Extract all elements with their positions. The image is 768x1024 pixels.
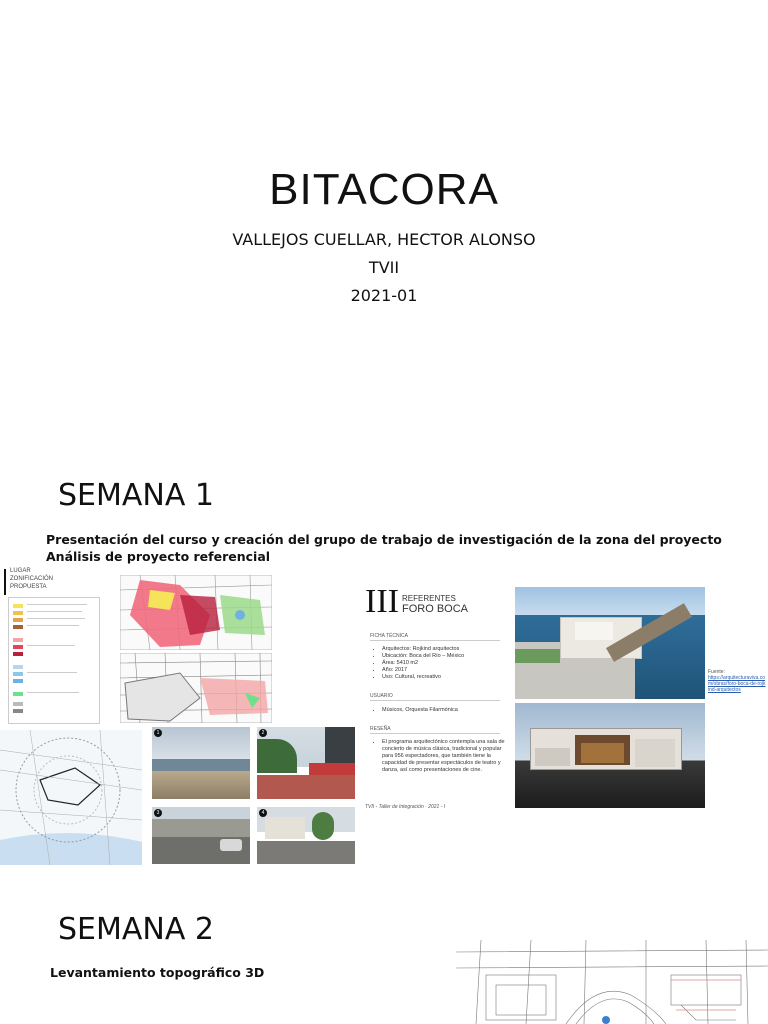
page-title: BITACORA	[269, 165, 499, 214]
ficha-item: • Uso: Cultural, recreativo	[382, 674, 522, 681]
section-roman-numeral: III	[365, 583, 399, 620]
zoning-accent-bar	[4, 569, 6, 595]
term: 2021-01	[350, 286, 418, 305]
site-photo-2	[257, 727, 355, 799]
zoning-label-proposal: PROPUESTA	[10, 584, 47, 590]
photo-number-2: 2	[259, 729, 267, 737]
usuario-item: • Músicos, Orquesta Filarmónica	[382, 707, 522, 714]
photo-number-1: 1	[154, 729, 162, 737]
photo-number-4: 4	[259, 809, 267, 817]
topographic-drawing	[456, 940, 768, 1024]
author-name: VALLEJOS CUELLAR, HECTOR ALONSO	[232, 230, 536, 249]
ficha-list	[370, 646, 522, 681]
usuario-list	[370, 707, 522, 714]
resena-item: • El programa arquitectónico contempla una sala de concierto de música clásica, tradicional y popular para 956 espectadores, que también tiene la capacidad de presentar espectáculos de teatro y danza, así como presentaciones de cine.	[382, 739, 512, 774]
ficha-item: • Arquitectos: Rojkind arquitectos	[382, 646, 522, 653]
zoning-panel	[0, 565, 360, 865]
ficha-title: FICHA TÉCNICA	[370, 633, 408, 639]
source-link[interactable]: https://arquitecturaviva.com/obras/foro-boca-de-rojkind-arquitectos	[708, 675, 766, 693]
ficha-item: • Ubicación: Boca del Río – México	[382, 653, 522, 660]
week2-heading: SEMANA 2	[58, 912, 214, 947]
resena-list	[370, 739, 512, 774]
zoning-map-bottom	[120, 653, 272, 723]
site-photo-4	[257, 807, 355, 864]
reference-heading-2: FORO BOCA	[402, 603, 469, 615]
reference-footer: TVII - Taller de Integración · 2021 - I	[365, 804, 446, 810]
foro-boca-section-render	[515, 703, 705, 808]
reference-panel	[362, 585, 768, 820]
ficha-item: • Año: 2017	[382, 667, 522, 674]
zoning-map-top	[120, 575, 272, 650]
week1-heading: SEMANA 1	[58, 478, 214, 513]
week2-description: Levantamiento topográfico 3D	[50, 965, 265, 980]
source-label: Fuente:	[708, 669, 725, 675]
photo-number-3: 3	[154, 809, 162, 817]
usuario-title: USUARIO	[370, 693, 393, 699]
course-code: TVII	[368, 258, 400, 277]
week1-description-1: Presentación del curso y creación del grupo de trabajo de investigación de la zona del proyecto	[46, 532, 722, 547]
site-photo-1	[152, 727, 250, 799]
zoning-legend	[8, 597, 100, 724]
zoning-label-zoning: ZONIFICACIÓN	[10, 576, 53, 582]
reference-heading-1: REFERENTES	[402, 594, 456, 603]
resena-title: RESEÑA	[370, 726, 391, 732]
foro-boca-aerial-photo	[515, 587, 705, 699]
zoning-label-place: LUGAR	[10, 568, 31, 574]
site-diagram	[0, 730, 142, 865]
ficha-item: • Área: 5410 m2	[382, 660, 522, 667]
week1-description-2: Análisis de proyecto referencial	[46, 549, 271, 564]
site-photo-3	[152, 807, 250, 864]
